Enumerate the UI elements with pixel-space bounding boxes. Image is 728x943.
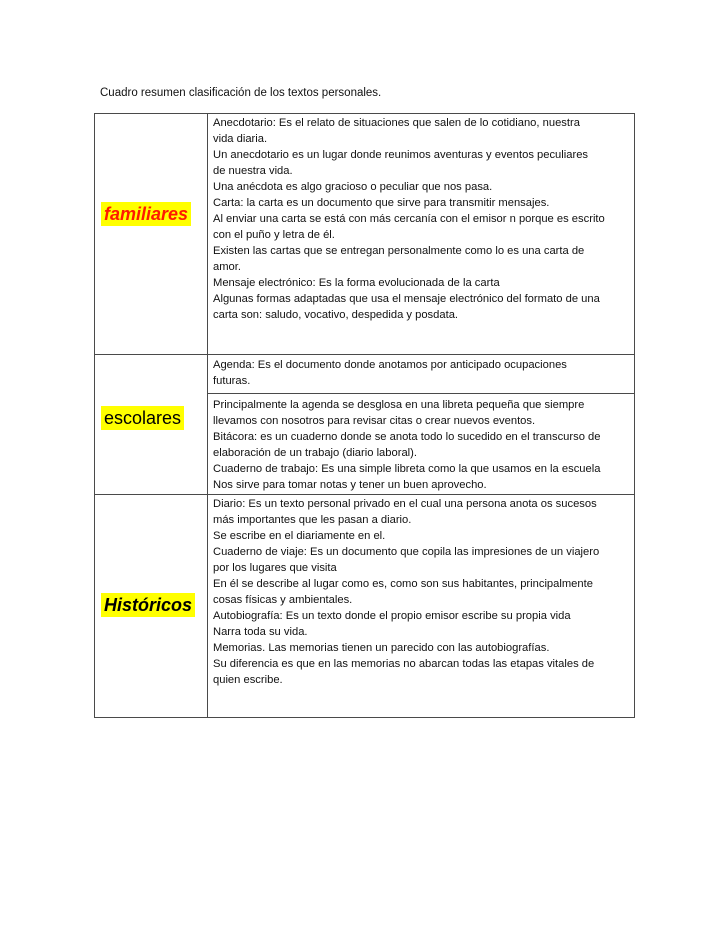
description-line: cosas físicas y ambientales. xyxy=(213,594,353,606)
column-divider xyxy=(207,495,208,717)
description-line: Su diferencia es que en las memorias no abarcan todas las etapas vitales de xyxy=(213,658,595,670)
description-line: amor. xyxy=(213,261,241,273)
description-line: carta son: saludo, vocativo, despedida y posdata. xyxy=(213,309,459,321)
description-line: Bitácora: es un cuaderno donde se anota todo lo sucedido en el transcurso de xyxy=(213,431,601,443)
description-line: Cuaderno de trabajo: Es una simple libreta como la que usamos en la escuela xyxy=(213,463,601,475)
category-description-escolares-agenda xyxy=(213,357,628,389)
description-line: Agenda: Es el documento donde anotamos por anticipado ocupaciones xyxy=(213,359,567,371)
category-description-familiares xyxy=(213,115,628,323)
column-divider xyxy=(207,114,208,354)
description-line: Existen las cartas que se entregan personalmente como lo es una carta de xyxy=(213,245,585,257)
description-line: Memorias. Las memorias tienen un parecido con las autobiografías. xyxy=(213,642,550,654)
table-row-historicos xyxy=(95,495,634,717)
description-line: quien escribe. xyxy=(213,674,283,686)
category-label-historicos: Históricos xyxy=(101,593,195,617)
description-line: Una anécdota es algo gracioso o peculiar que nos pasa. xyxy=(213,181,493,193)
description-line: Diario: Es un texto personal privado en el cual una persona anota os sucesos xyxy=(213,498,597,510)
category-label-familiares: familiares xyxy=(101,202,191,226)
category-description-escolares-details xyxy=(213,397,628,493)
description-line: Mensaje electrónico: Es la forma evolucionada de la carta xyxy=(213,277,500,289)
table-row-familiares xyxy=(95,114,634,355)
description-line: Principalmente la agenda se desglosa en una libreta pequeña que siempre xyxy=(213,399,585,411)
description-line: En él se describe al lugar como es, como son sus habitantes, principalmente xyxy=(213,578,593,590)
description-line: Nos sirve para tomar notas y tener un buen aprovecho. xyxy=(213,479,487,491)
description-line: vida diaria. xyxy=(213,133,268,145)
inner-row-divider xyxy=(208,393,634,394)
classification-table xyxy=(94,113,635,718)
description-line: Cuaderno de viaje: Es un documento que copila las impresiones de un viajero xyxy=(213,546,600,558)
description-line: elaboración de un trabajo (diario laboral). xyxy=(213,447,417,459)
description-line: Anecdotario: Es el relato de situaciones que salen de lo cotidiano, nuestra xyxy=(213,117,580,129)
description-line: Narra toda su vida. xyxy=(213,626,308,638)
category-description-historicos xyxy=(213,496,628,688)
description-line: llevamos con nosotros para revisar citas o crear nuevos eventos. xyxy=(213,415,536,427)
category-label-escolares: escolares xyxy=(101,406,184,430)
description-line: Autobiografía: Es un texto donde el propio emisor escribe su propia vida xyxy=(213,610,571,622)
table-row-escolares xyxy=(95,355,634,495)
description-line: más importantes que les pasan a diario. xyxy=(213,514,412,526)
description-line: Al enviar una carta se está con más cercanía con el emisor n porque es escrito xyxy=(213,213,605,225)
description-line: Carta: la carta es un documento que sirve para transmitir mensajes. xyxy=(213,197,550,209)
description-line: con el puño y letra de él. xyxy=(213,229,335,241)
description-line: Un anecdotario es un lugar donde reunimos aventuras y eventos peculiares xyxy=(213,149,589,161)
description-line: Se escribe en el diariamente en el. xyxy=(213,530,386,542)
document-caption: Cuadro resumen clasificación de los textos personales. xyxy=(100,87,382,99)
description-line: por los lugares que visita xyxy=(213,562,337,574)
description-line: Algunas formas adaptadas que usa el mensaje electrónico del formato de una xyxy=(213,293,600,305)
description-line: futuras. xyxy=(213,375,251,387)
column-divider xyxy=(207,355,208,494)
description-line: de nuestra vida. xyxy=(213,165,293,177)
